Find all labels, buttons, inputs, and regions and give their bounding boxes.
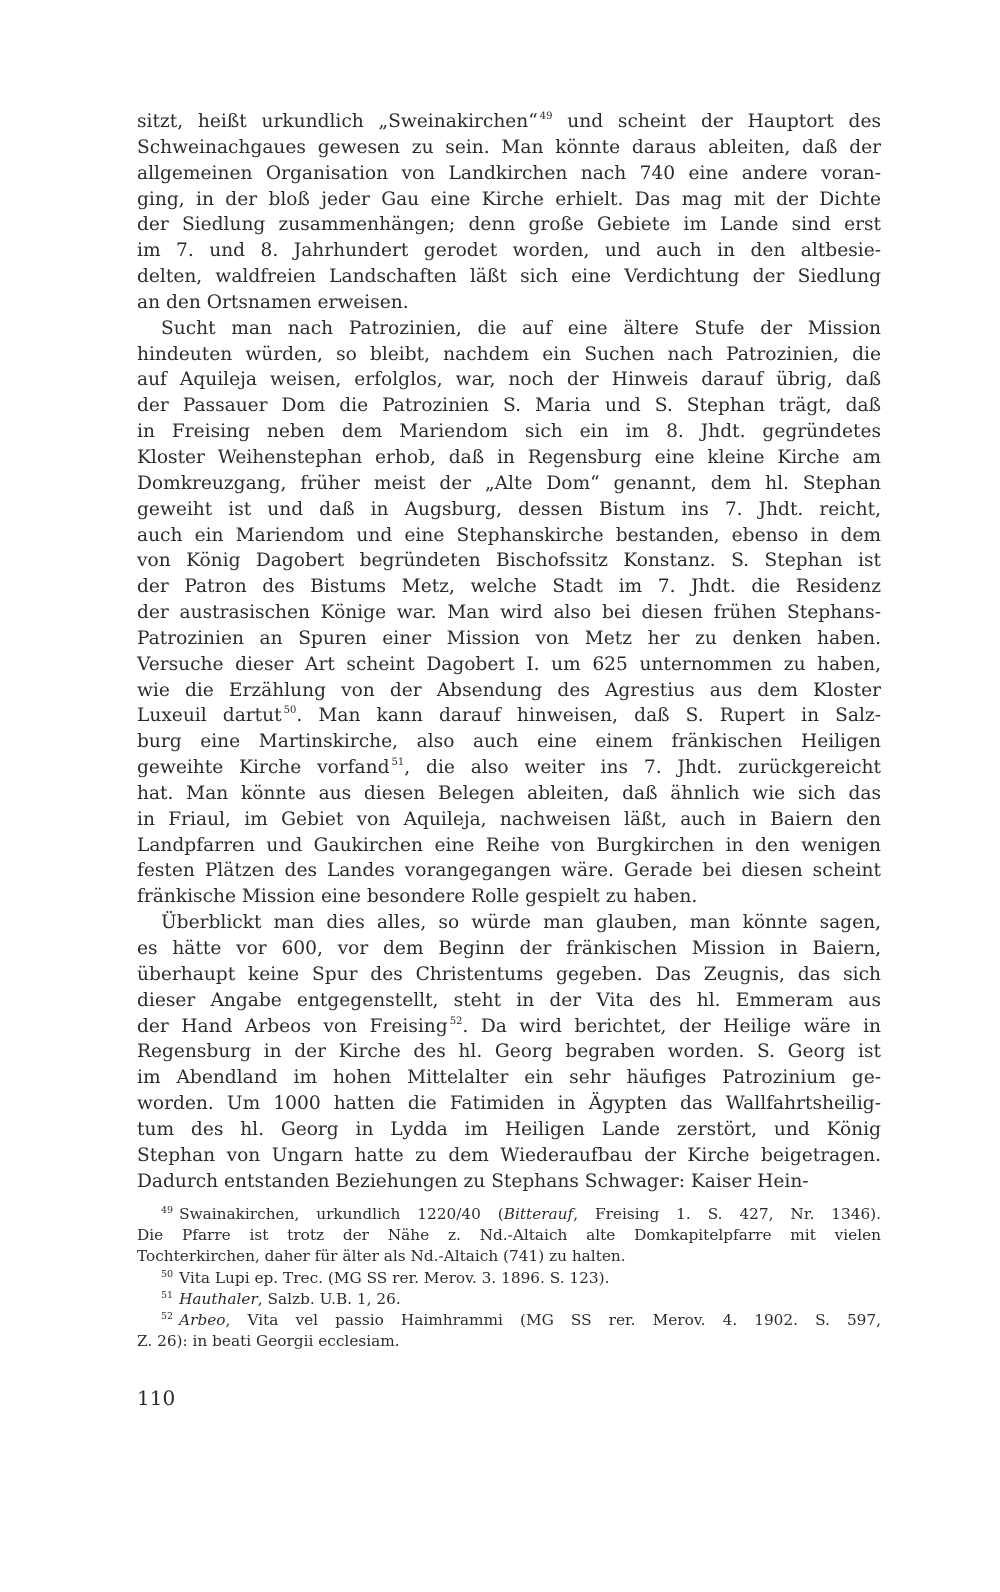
footnote-line [137,1289,881,1310]
text-line [137,729,881,755]
text-segment: Sucht man nach Patrozinien, die auf eine ältere Stufe der Mission [161,317,881,339]
text-segment: Landpfarren und Gaukirchen eine Reihe von Burgkirchen in den wenigen [137,834,881,856]
text-segment: von König Dagobert begründeten Bischofssitz Konstanz. S. Stephan ist [137,550,881,572]
text-segment: der Passauer Dom die Patrozinien S. Maria und S. Stephan trägt, daß [137,395,881,417]
text-segment: Domkreuzgang, früher meist der „Alte Dom“ genannt, dem hl. Stephan [137,472,881,494]
text-line [137,936,881,962]
text-segment: , die also weiter ins 7. Jhdt. zurückgereicht [404,757,881,779]
footnote-reference[interactable]: 51 [391,757,405,769]
text-segment: an den Ortsnamen erweisen. [137,291,409,313]
footnote-text: Die Pfarre ist trotz der Nähe z. Nd.-Altaich alte Domkapitelpfarre mit vielen [137,1226,881,1245]
text-line [137,445,881,471]
text-line [137,1039,881,1065]
text-line [137,1143,881,1169]
text-line [137,703,881,729]
text-line [137,161,881,187]
text-segment: dieser Angabe entgegenstellt, steht in der Vita des hl. Emmeram aus [137,989,881,1011]
text-line [137,833,881,859]
text-line [137,497,881,523]
text-segment: hindeuten würden, so bleibt, nachdem ein Suchen nach Patrozinien, die [137,343,881,365]
text-segment: Kloster Weihenstephan erhob, daß in Regensburg eine kleine Kirche am [137,446,881,468]
text-segment: Dadurch entstanden Beziehungen zu Stephans Schwager: Kaiser Hein- [137,1170,809,1192]
footnote-text: Swainakirchen, urkundlich 1220/40 ( [179,1205,504,1223]
text-segment: hat. Man könnte aus diesen Belegen ableiten, daß ähnlich wie sich das [137,782,881,804]
text-segment: allgemeinen Organisation von Landkirchen nach 740 eine andere voran- [137,162,881,184]
text-line [137,316,881,342]
text-segment: der Patron des Bistums Metz, welche Stadt im 7. Jhdt. die Residenz [137,576,881,598]
footnote-author: Bitterauf [503,1205,574,1223]
footnote-line [137,1225,881,1246]
text-line [137,135,881,161]
text-segment: der austrasischen Könige war. Man wird also bei diesen frühen Stephans- [137,602,881,624]
text-line [137,471,881,497]
footnote-number: 49 [161,1205,174,1216]
text-segment: Stephan von Ungarn hatte zu dem Wiederaufbau der Kirche beigetragen. [137,1144,881,1166]
text-line [137,858,881,884]
text-line [137,109,881,135]
footnote-text: Vita Lupi ep. Trec. (MG SS rer. Merov. 3. 1896. S. 123). [179,1268,610,1287]
footnote-reference[interactable]: 50 [283,705,297,717]
text-segment: tum des hl. Georg in Lydda im Heiligen Lande zerstört, und König [137,1118,881,1140]
text-segment: Schweinachgaues gewesen zu sein. Man könnte daraus ableiten, daß der [137,136,881,158]
text-segment: in Freising neben dem Mariendom sich ein im 8. Jhdt. gegründetes [137,421,881,443]
footnote-text: , Salzb. U.B. 1, 26. [257,1289,401,1308]
text-line [137,678,881,704]
text-segment: sitzt, heißt urkundlich „Sweinakirchen“ [137,111,538,132]
text-line [137,187,881,213]
text-segment: burg eine Martinskirche, also auch eine einem fränkischen Heiligen [137,731,881,753]
text-line [137,988,881,1014]
text-line [137,1117,881,1143]
text-line [137,755,881,781]
text-segment: fränkische Mission eine besondere Rolle gespielt zu haben. [137,886,698,908]
footnote-reference[interactable]: 52 [449,1015,463,1027]
text-line [137,419,881,445]
text-segment: im 7. und 8. Jahrhundert gerodet worden, und auch in den altbesie- [137,240,881,262]
footnote-line [137,1310,881,1331]
text-line [137,212,881,238]
text-line [137,1014,881,1040]
footnote-number: 52 [161,1311,174,1323]
text-line [137,600,881,626]
text-segment: Luxeuil dartut [137,705,282,727]
footnote-text: , Freising 1. S. 427, Nr. 1346). [573,1205,882,1223]
footnote-line [137,1331,881,1352]
footnote-text: , Vita vel passio Haimhrammi (MG SS rer. Merov. 4. 1902. S. 597, [225,1311,881,1330]
text-line [137,1065,881,1091]
text-line [137,1169,881,1195]
text-segment: . Da wird berichtet, der Heilige wäre in [462,1015,881,1037]
text-segment: Überblickt man dies alles, so würde man glauben, man könnte sagen, [161,912,881,934]
text-line [137,290,881,316]
text-line [137,781,881,807]
text-line [137,884,881,910]
text-segment: im Abendland im hohen Mittelalter ein sehr häufiges Patrozinium ge- [137,1067,881,1089]
text-line [137,626,881,652]
footnote-line [137,1204,881,1225]
text-segment: . Man kann darauf hinweisen, daß S. Rupert in Salz- [296,705,881,727]
text-segment: auf Aquileja weisen, erfolglos, war, noch der Hinweis darauf übrig, daß [137,369,881,391]
text-line [137,652,881,678]
text-line [137,342,881,368]
footnote-number: 50 [161,1268,174,1280]
text-segment: Versuche dieser Art scheint Dagobert I. um 625 unternommen zu haben, [137,653,881,675]
text-segment: worden. Um 1000 hatten die Fatimiden in Ägypten das Wallfahrtsheilig- [137,1093,881,1115]
text-line [137,367,881,393]
text-segment: delten, waldfreien Landschaften läßt sich eine Verdichtung der Siedlung [137,266,881,288]
footnote-line [137,1246,881,1267]
text-line [137,910,881,936]
footnote-line [137,1268,881,1289]
text-line [137,393,881,419]
text-segment: festen Plätzen des Landes vorangegangen wäre. Gerade bei diesen scheint [137,860,881,882]
text-line [137,238,881,264]
text-segment: ging, in der bloß jeder Gau eine Kirche erhielt. Das mag mit der Dichte [137,188,881,210]
text-line [137,548,881,574]
footnote-text: Tochterkirchen, daher für älter als Nd.-Altaich (741) zu halten. [137,1247,626,1266]
text-segment: in Friaul, im Gebiet von Aquileja, nachweisen läßt, auch in Baiern den [137,808,881,830]
text-segment: geweihte Kirche vorfand [137,757,390,779]
text-line [137,1091,881,1117]
footnote-text: Z. 26): in beati Georgii ecclesiam. [137,1332,400,1351]
text-line [137,523,881,549]
text-line [137,962,881,988]
text-segment: der Hand Arbeos von Freising [137,1015,448,1037]
footnote-reference[interactable]: 49 [539,111,553,122]
text-segment: wie die Erzählung von der Absendung des Agrestius aus dem Kloster [137,679,881,701]
text-segment: auch ein Mariendom und eine Stephanskirche bestanden, ebenso in dem [137,524,881,546]
text-segment: und scheint der Hauptort des [552,111,881,132]
text-segment: geweiht ist und daß in Augsburg, dessen Bistum ins 7. Jhdt. reicht, [137,498,881,520]
footnote-number: 51 [161,1289,174,1301]
text-segment: es hätte vor 600, vor dem Beginn der fränkischen Mission in Baiern, [137,938,881,959]
main-text [137,109,881,1194]
text-line [137,807,881,833]
text-segment: Patrozinien an Spuren einer Mission von Metz her zu denken haben. [137,627,881,649]
text-segment: überhaupt keine Spur des Christentums gegeben. Das Zeugnis, das sich [137,963,881,985]
text-segment: Regensburg in der Kirche des hl. Georg begraben worden. S. Georg ist [137,1041,881,1063]
text-segment: der Siedlung zusammenhängen; denn große Gebiete im Lande sind erst [137,214,881,236]
footnote-author: Hauthaler [179,1289,258,1308]
page-number: 110 [137,1386,176,1410]
footnotes [137,1204,881,1352]
text-line [137,574,881,600]
footnote-author: Arbeo [179,1311,226,1330]
text-line [137,264,881,290]
